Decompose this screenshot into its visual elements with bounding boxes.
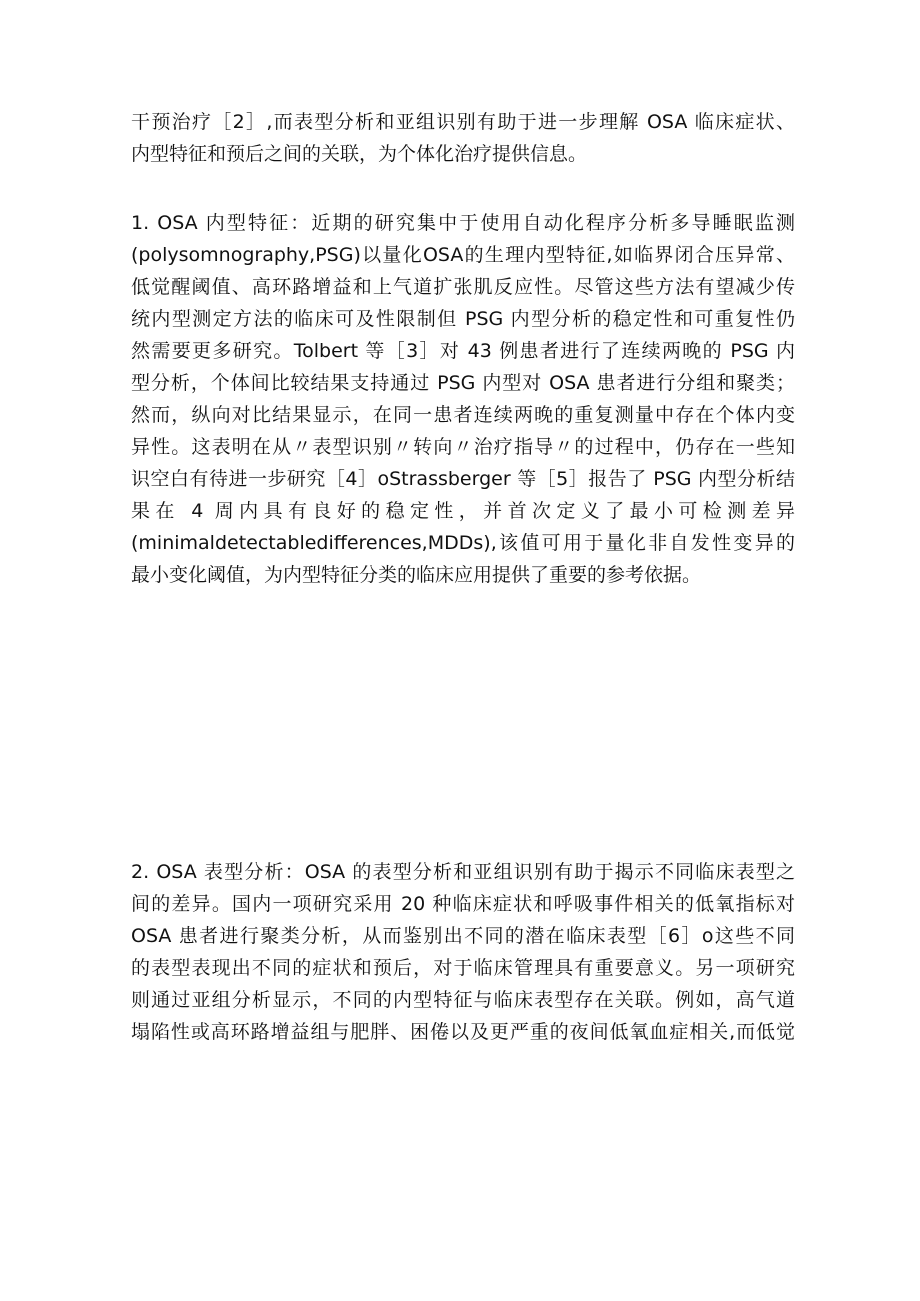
text-line: 内型特征和预后之间的关联，为个体化治疗提供信息。 bbox=[131, 143, 588, 165]
text-line: 间的差异。国内一项研究采用 20 种临床症状和呼吸事件相关的低氧指标对 bbox=[131, 893, 795, 915]
paragraph-intro-continuation bbox=[131, 106, 795, 170]
text-line: 2. OSA 表型分析：OSA 的表型分析和亚组识别有助于揭示不同临床表型之 bbox=[131, 861, 795, 883]
paragraph-osa-endotype bbox=[131, 207, 795, 591]
text-line: 塌陷性或高环路增益组与肥胖、困倦以及更严重的夜间低氧血症相关,而低觉 bbox=[131, 1021, 795, 1043]
text-line: (polysomnography,PSG)以量化OSA的生理内型特征,如临界闭合压异常、 bbox=[131, 244, 795, 266]
paragraph-osa-phenotype bbox=[131, 856, 795, 1048]
text-line: 识空白有待进一步研究［4］oStrassberger 等［5］报告了 PSG 内型分析结 bbox=[131, 468, 795, 490]
text-line: 然需要更多研究。Tolbert 等［3］对 43 例患者进行了连续两晚的 PSG 内 bbox=[131, 340, 795, 362]
text-line: 的表型表现出不同的症状和预后，对于临床管理具有重要意义。另一项研究 bbox=[131, 957, 795, 979]
text-line: (minimaldetectabledifferences,MDDs),该值可用于量化非自发性变异的 bbox=[131, 532, 795, 554]
text-line: 则通过亚组分析显示，不同的内型特征与临床表型存在关联。例如，高气道 bbox=[131, 989, 795, 1011]
text-line: 型分析，个体间比较结果支持通过 PSG 内型对 OSA 患者进行分组和聚类； bbox=[131, 372, 795, 394]
text-line: 干预治疗［2］,而表型分析和亚组识别有助于进一步理解 OSA 临床症状、 bbox=[131, 111, 795, 133]
text-line: 果在 4 周内具有良好的稳定性，并首次定义了最小可检测差异 bbox=[131, 500, 795, 522]
text-line: 统内型测定方法的临床可及性限制但 PSG 内型分析的稳定性和可重复性仍 bbox=[131, 308, 795, 330]
text-line: 低觉醒阈值、高环路增益和上气道扩张肌反应性。尽管这些方法有望减少传 bbox=[131, 276, 795, 298]
text-line: OSA 患者进行聚类分析，从而鉴别出不同的潜在临床表型［6］o这些不同 bbox=[131, 925, 795, 947]
text-line: 1. OSA 内型特征：近期的研究集中于使用自动化程序分析多导睡眠监测 bbox=[131, 212, 795, 234]
text-line: 然而，纵向对比结果显示，在同一患者连续两晚的重复测量中存在个体内变 bbox=[131, 404, 795, 426]
text-line: 最小变化阈值，为内型特征分类的临床应用提供了重要的参考依据。 bbox=[131, 564, 702, 586]
text-line: 异性。这表明在从〃表型识别〃转向〃治疗指导〃的过程中，仍存在一些知 bbox=[131, 436, 795, 458]
